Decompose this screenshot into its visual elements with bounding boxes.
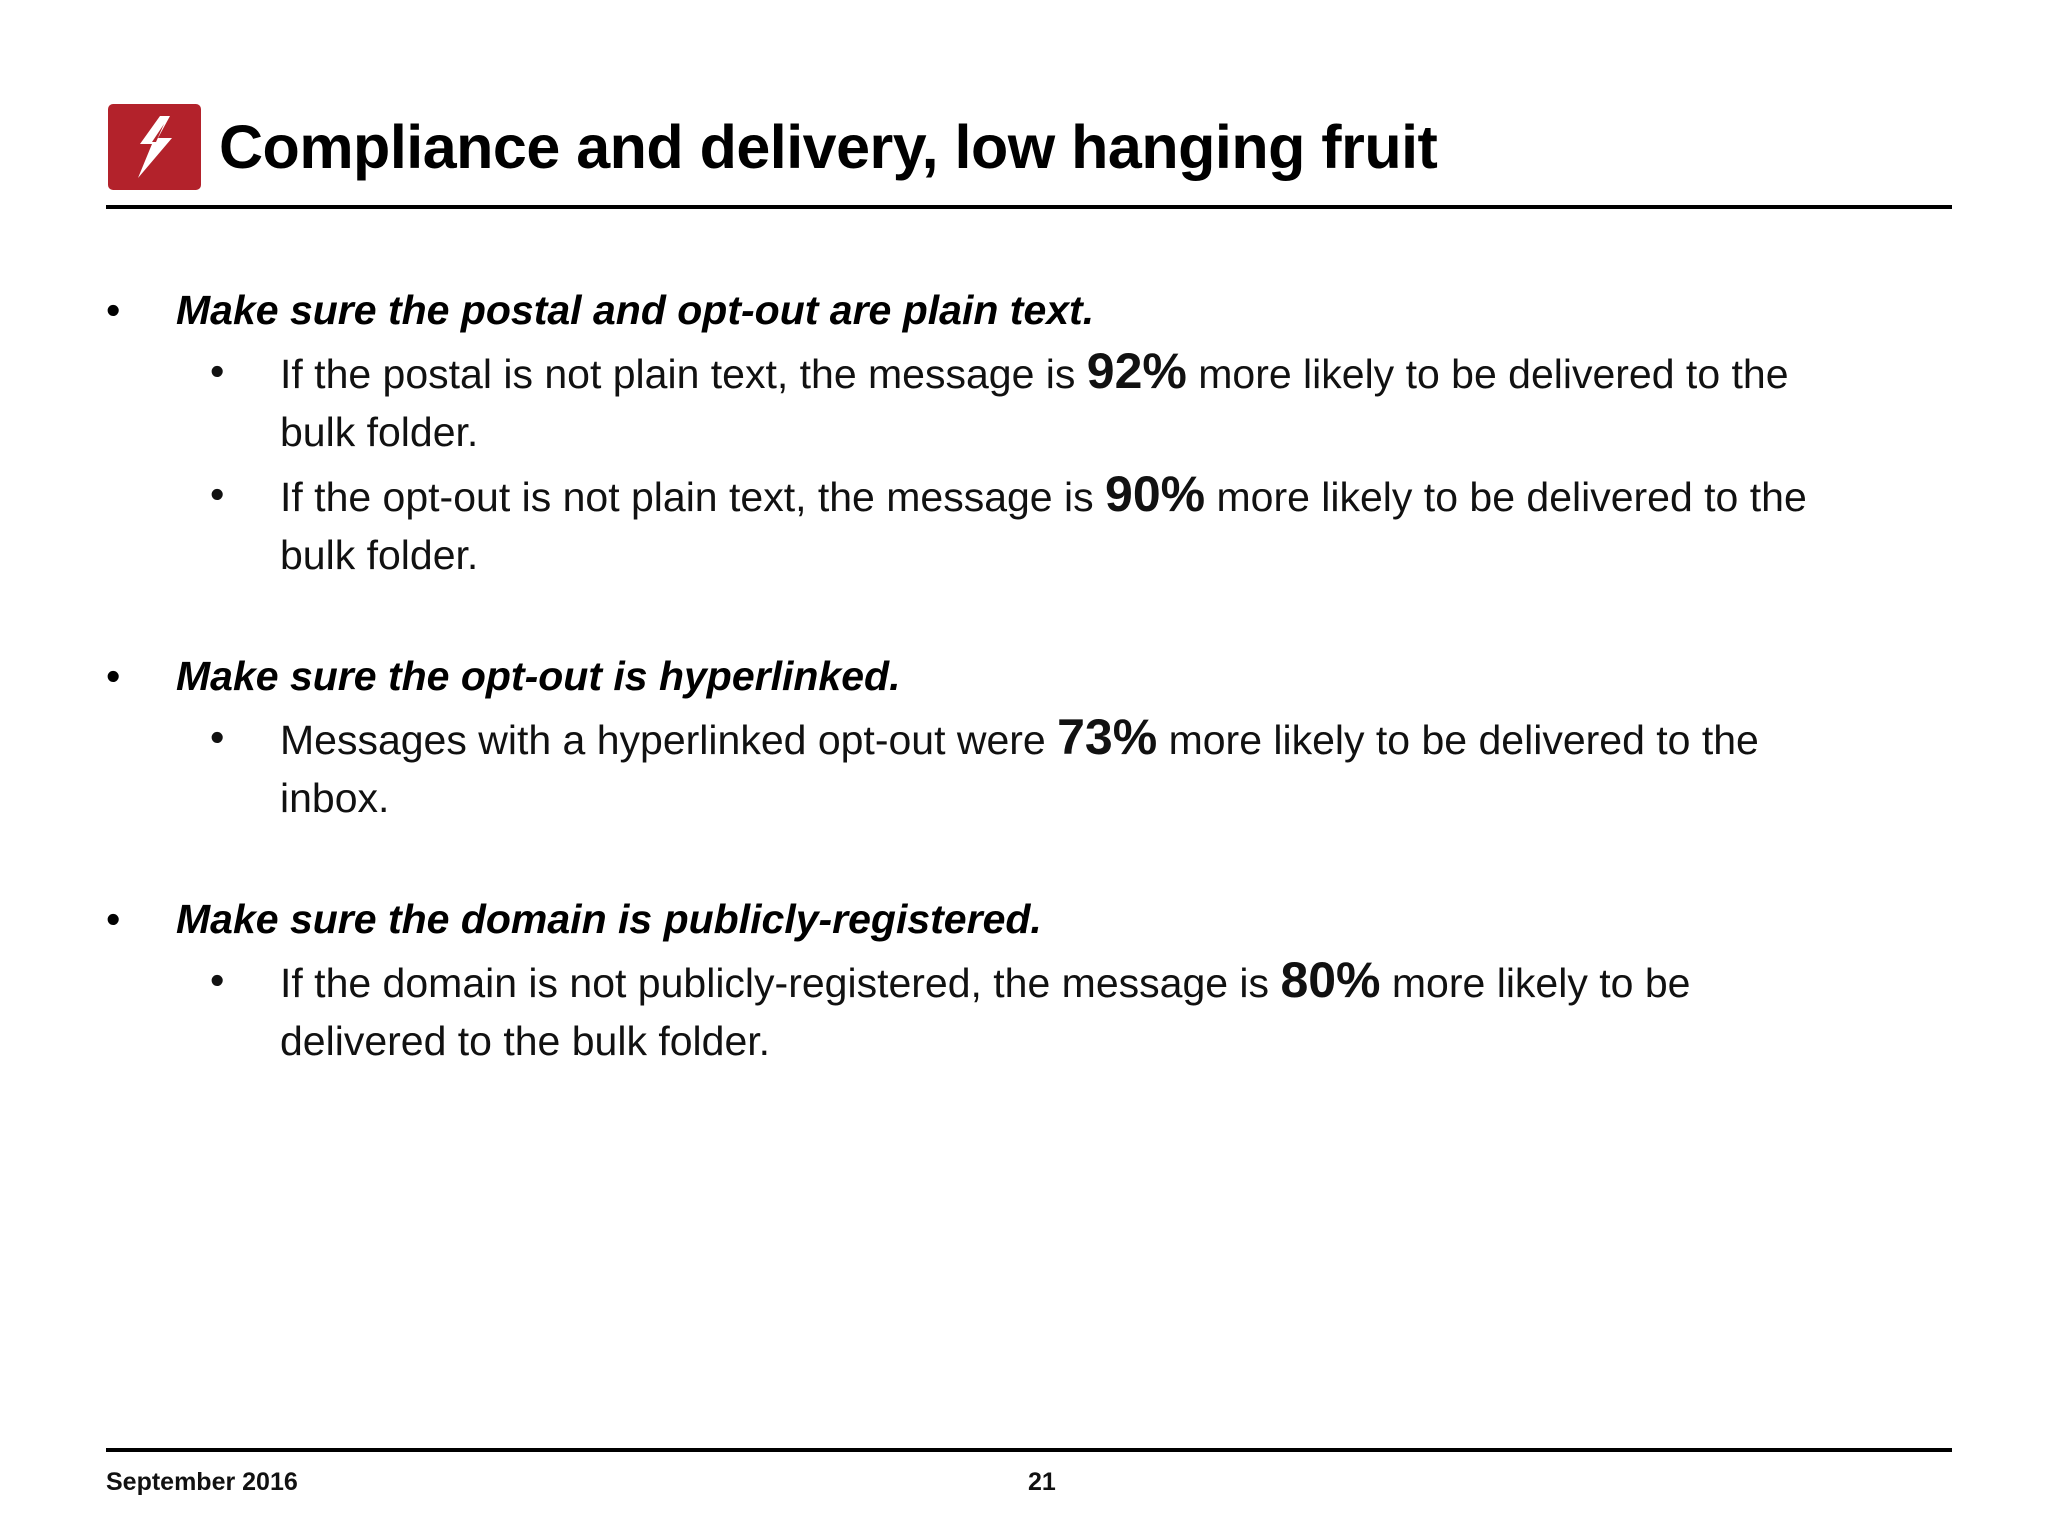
percentage-stat: 80%: [1280, 952, 1381, 1008]
sub-bullet: [210, 342, 1850, 461]
page-title: Compliance and delivery, low hanging fruit: [219, 113, 1438, 181]
sub-bullet: [210, 951, 1850, 1070]
bullet-icon: •: [210, 957, 225, 1003]
heading-text: Make sure the postal and opt-out are plain text.: [176, 287, 1095, 333]
section-heading: [106, 648, 1866, 704]
bullet-icon: •: [210, 348, 225, 394]
header-divider: [106, 205, 1952, 209]
bullet-section: [106, 282, 1866, 584]
sub-bullet: [210, 708, 1850, 827]
sub-bullet-text: If the domain is not publicly-registered, the message is: [280, 960, 1281, 1006]
sub-bullet-text: Messages with a hyperlinked opt-out were: [280, 717, 1058, 763]
section-heading: [106, 282, 1866, 338]
bullet-section: [106, 648, 1866, 827]
bullet-icon: •: [106, 287, 121, 333]
footer-divider: [106, 1448, 1952, 1452]
slide-header: [108, 104, 1437, 190]
bullet-icon: •: [106, 653, 121, 699]
sub-bullet-text: more likely to be delivered to the bulk folder.: [280, 351, 1789, 455]
sub-bullet-text: more likely to be delivered to the inbox.: [280, 717, 1759, 821]
bullet-icon: •: [210, 714, 225, 760]
bullet-section: [106, 891, 1866, 1070]
sub-bullet-text: more likely to be delivered to the bulk folder.: [280, 960, 1691, 1064]
sub-bullet-text: more likely to be delivered to the bulk folder.: [280, 474, 1807, 578]
bullet-icon: •: [106, 896, 121, 942]
heading-text: Make sure the opt-out is hyperlinked.: [176, 653, 901, 699]
heading-text: Make sure the domain is publicly-registered.: [176, 896, 1042, 942]
slide-content: [106, 282, 1866, 1134]
lightning-bolt-icon: [108, 104, 201, 190]
percentage-stat: 90%: [1105, 466, 1206, 522]
percentage-stat: 92%: [1086, 343, 1187, 399]
percentage-stat: 73%: [1057, 709, 1158, 765]
sub-bullet: [210, 465, 1850, 584]
sub-bullet-text: If the opt-out is not plain text, the message is: [280, 474, 1106, 520]
page-number: 21: [1028, 1468, 1056, 1496]
bullet-icon: •: [210, 471, 225, 517]
section-heading: [106, 891, 1866, 947]
sub-bullet-text: If the postal is not plain text, the message is: [280, 351, 1087, 397]
footer-date: September 2016: [106, 1468, 298, 1496]
